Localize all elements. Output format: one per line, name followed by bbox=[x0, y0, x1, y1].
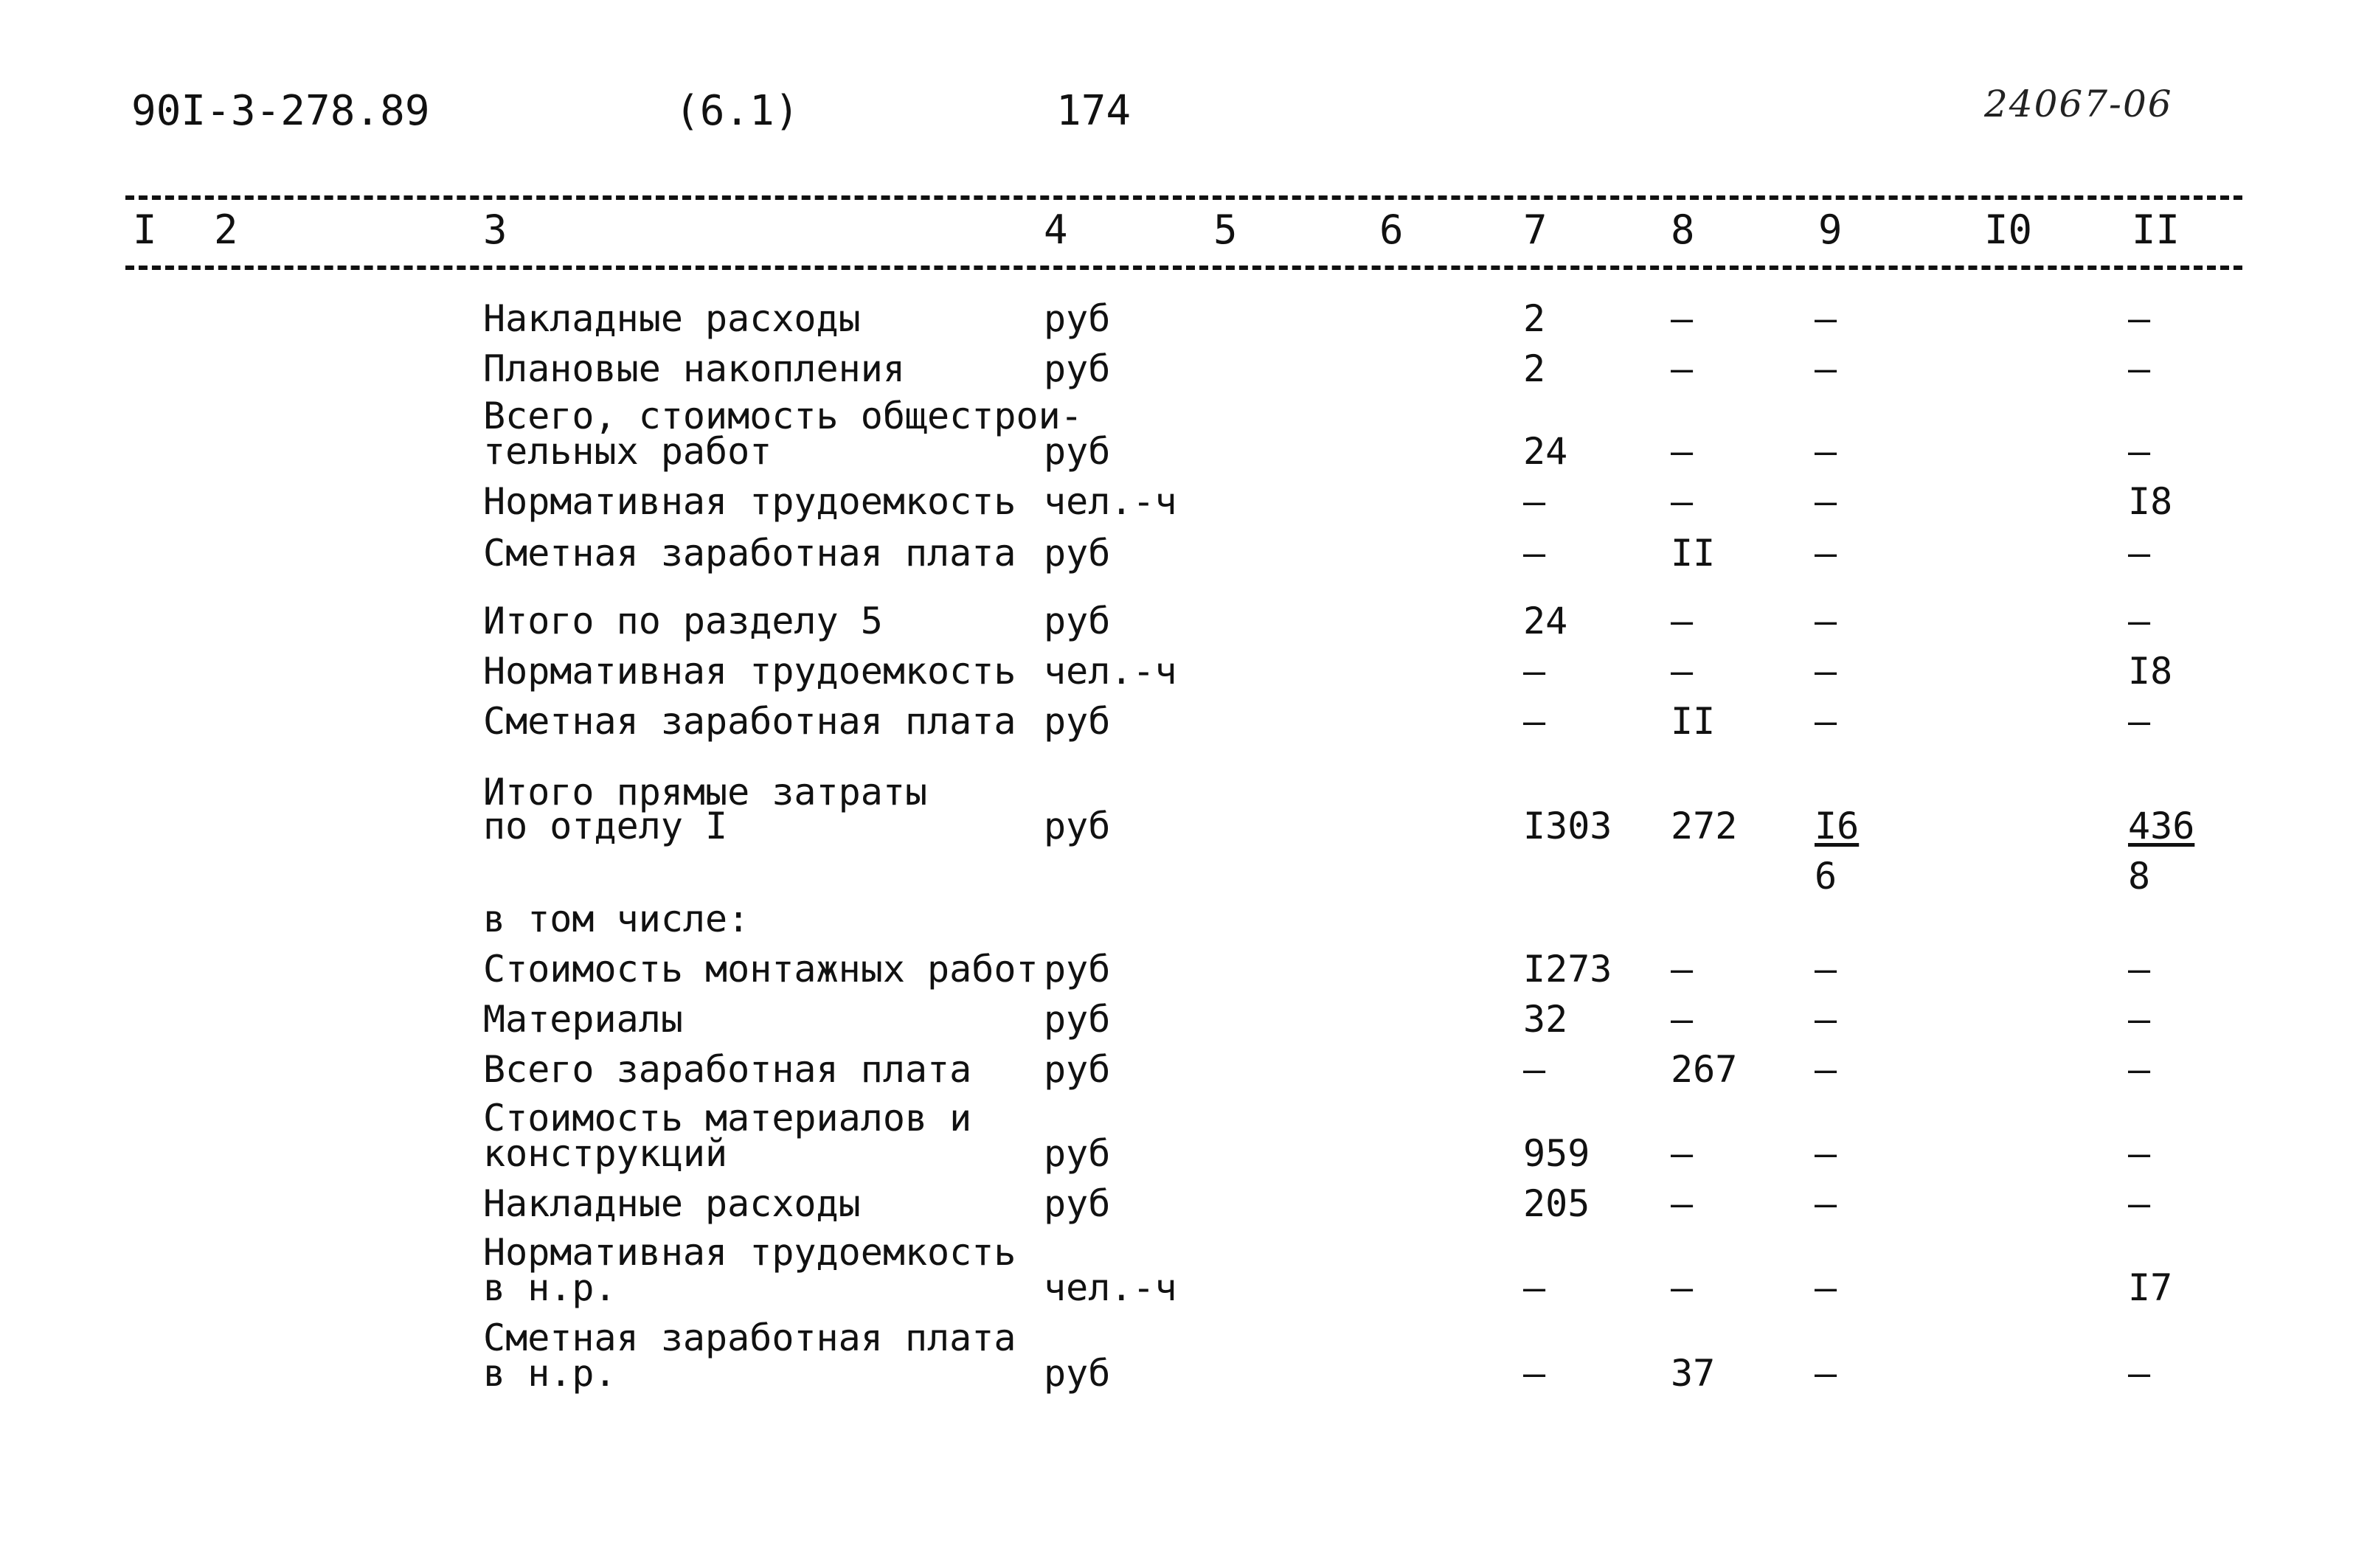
row-unit: чел.-ч bbox=[1044, 480, 1177, 523]
row-label: Плановые накопления bbox=[483, 347, 905, 390]
row-unit: руб bbox=[1044, 430, 1111, 473]
cell-col9: – bbox=[1815, 998, 1837, 1041]
cell-col7: I273 bbox=[1523, 948, 1612, 991]
cell-col7: 24 bbox=[1523, 600, 1568, 642]
cell-col7: 205 bbox=[1523, 1182, 1590, 1225]
cell-col7: 2 bbox=[1523, 347, 1546, 390]
row-label-line2: в н.р. bbox=[483, 1266, 617, 1309]
cell-col8: – bbox=[1671, 998, 1694, 1041]
cell-col7: – bbox=[1523, 650, 1546, 693]
cell-col11: – bbox=[2128, 532, 2151, 575]
row-unit: руб bbox=[1044, 1048, 1111, 1091]
cell-col8: 267 bbox=[1671, 1048, 1738, 1091]
cell-col11: – bbox=[2128, 1048, 2151, 1091]
column-header-10: I0 bbox=[1984, 207, 2033, 253]
cell-col7: 959 bbox=[1523, 1132, 1590, 1175]
cell-col9: – bbox=[1815, 347, 1837, 390]
column-header-5: 5 bbox=[1213, 207, 1238, 253]
cell-col8: – bbox=[1671, 1132, 1694, 1175]
cell-col7: 32 bbox=[1523, 998, 1568, 1041]
fraction-numerator: I6 bbox=[1815, 805, 1860, 847]
row-label: Итого прямые затраты bbox=[483, 771, 928, 814]
cell-col8: – bbox=[1671, 430, 1694, 473]
row-label: в том числе: bbox=[483, 898, 750, 940]
row-unit: руб bbox=[1044, 297, 1111, 340]
cell-col7: – bbox=[1523, 480, 1546, 523]
cell-col9: – bbox=[1815, 430, 1837, 473]
cell-col9: – bbox=[1815, 1132, 1837, 1175]
cell-col11: – bbox=[2128, 347, 2151, 390]
row-label: Итого по разделу 5 bbox=[483, 600, 883, 642]
cell-col9: – bbox=[1815, 1182, 1837, 1225]
cell-col11: – bbox=[2128, 948, 2151, 991]
row-unit: руб bbox=[1044, 1352, 1111, 1395]
cell-col8: – bbox=[1671, 347, 1694, 390]
cell-col11: – bbox=[2128, 600, 2151, 642]
cell-col11: – bbox=[2128, 700, 2151, 743]
header-bottom-rule bbox=[125, 266, 2242, 270]
cell-col7: – bbox=[1523, 532, 1546, 575]
section-number: (6.1) bbox=[675, 87, 800, 135]
row-unit: руб bbox=[1044, 805, 1111, 847]
cell-col11: – bbox=[2128, 297, 2151, 340]
cell-col11: I8 bbox=[2128, 480, 2173, 523]
cell-col7: – bbox=[1523, 1266, 1546, 1309]
row-label: Стоимость монтажных работ bbox=[483, 948, 1039, 991]
cell-col11: – bbox=[2128, 1132, 2151, 1175]
row-label-line2: в н.р. bbox=[483, 1352, 617, 1395]
cell-col9: – bbox=[1815, 480, 1837, 523]
cell-col11: – bbox=[2128, 1352, 2151, 1395]
row-label: Нормативная трудоемкость bbox=[483, 650, 1016, 693]
row-label-line2: конструкций bbox=[483, 1132, 728, 1175]
column-header-1: I bbox=[133, 207, 157, 253]
column-header-7: 7 bbox=[1523, 207, 1548, 253]
cell-col9: – bbox=[1815, 532, 1837, 575]
cell-col8: – bbox=[1671, 600, 1694, 642]
cell-col8: – bbox=[1671, 1182, 1694, 1225]
cell-col11-numerator bbox=[2128, 805, 2195, 847]
cell-col8: – bbox=[1671, 480, 1694, 523]
row-label: Накладные расходы bbox=[483, 1182, 861, 1225]
row-unit: руб bbox=[1044, 700, 1111, 743]
cell-col7: 24 bbox=[1523, 430, 1568, 473]
cell-col9: – bbox=[1815, 1352, 1837, 1395]
cell-col11: – bbox=[2128, 430, 2151, 473]
cell-col9-denominator: 6 bbox=[1815, 855, 1837, 898]
cell-col11: I8 bbox=[2128, 650, 2173, 693]
row-label: Сметная заработная плата bbox=[483, 532, 1016, 575]
cell-col7: – bbox=[1523, 1352, 1546, 1395]
row-label: Накладные расходы bbox=[483, 297, 861, 340]
cell-col9: – bbox=[1815, 700, 1837, 743]
cell-col11: – bbox=[2128, 998, 2151, 1041]
row-label-line2: по отделу I bbox=[483, 805, 728, 847]
row-label: Стоимость материалов и bbox=[483, 1097, 972, 1139]
row-unit: руб bbox=[1044, 1132, 1111, 1175]
cell-col8: – bbox=[1671, 297, 1694, 340]
cell-col9-numerator bbox=[1815, 805, 1860, 847]
row-unit: чел.-ч bbox=[1044, 1266, 1177, 1309]
cell-col8: – bbox=[1671, 650, 1694, 693]
row-label-line2: тельных работ bbox=[483, 430, 772, 473]
cell-col8: II bbox=[1671, 532, 1716, 575]
cell-col11: – bbox=[2128, 1182, 2151, 1225]
column-header-11: II bbox=[2132, 207, 2180, 253]
row-label: Всего заработная плата bbox=[483, 1048, 972, 1091]
cell-col9: – bbox=[1815, 650, 1837, 693]
row-unit: руб bbox=[1044, 998, 1111, 1041]
row-label: Нормативная трудоемкость bbox=[483, 480, 1016, 523]
handwritten-inventory-number: 24067-06 bbox=[1984, 83, 2173, 125]
column-header-8: 8 bbox=[1671, 207, 1695, 253]
cell-col8: – bbox=[1671, 1266, 1694, 1309]
cell-col7: I303 bbox=[1523, 805, 1612, 847]
column-header-4: 4 bbox=[1044, 207, 1068, 253]
row-label: Всего, стоимость общестрои- bbox=[483, 395, 1083, 437]
cell-col9: – bbox=[1815, 297, 1837, 340]
row-unit: руб bbox=[1044, 347, 1111, 390]
cell-col9: – bbox=[1815, 1266, 1837, 1309]
column-header-6: 6 bbox=[1379, 207, 1404, 253]
row-label: Сметная заработная плата bbox=[483, 1317, 1016, 1359]
column-header-9: 9 bbox=[1818, 207, 1843, 253]
cell-col11: I7 bbox=[2128, 1266, 2173, 1309]
cell-col8: 37 bbox=[1671, 1352, 1716, 1395]
row-unit: руб bbox=[1044, 948, 1111, 991]
cell-col9: – bbox=[1815, 600, 1837, 642]
cell-col7: 2 bbox=[1523, 297, 1546, 340]
cell-col9: – bbox=[1815, 1048, 1837, 1091]
row-label: Нормативная трудоемкость bbox=[483, 1231, 1016, 1274]
cell-col7: – bbox=[1523, 1048, 1546, 1091]
column-header-3: 3 bbox=[483, 207, 507, 253]
cell-col9: – bbox=[1815, 948, 1837, 991]
cell-col8: – bbox=[1671, 948, 1694, 991]
row-unit: руб bbox=[1044, 600, 1111, 642]
row-unit: руб bbox=[1044, 532, 1111, 575]
row-label: Сметная заработная плата bbox=[483, 700, 1016, 743]
column-header-2: 2 bbox=[214, 207, 238, 253]
fraction-numerator: 436 bbox=[2128, 805, 2195, 847]
cell-col11-denominator: 8 bbox=[2128, 855, 2151, 898]
row-label: Материалы bbox=[483, 998, 683, 1041]
row-unit: руб bbox=[1044, 1182, 1111, 1225]
page-number: 174 bbox=[1056, 87, 1132, 135]
cell-col8: II bbox=[1671, 700, 1716, 743]
cell-col8: 272 bbox=[1671, 805, 1738, 847]
header-top-rule bbox=[125, 195, 2242, 200]
cell-col7: – bbox=[1523, 700, 1546, 743]
row-unit: чел.-ч bbox=[1044, 650, 1177, 693]
document-code: 90I-3-278.89 bbox=[131, 87, 430, 135]
